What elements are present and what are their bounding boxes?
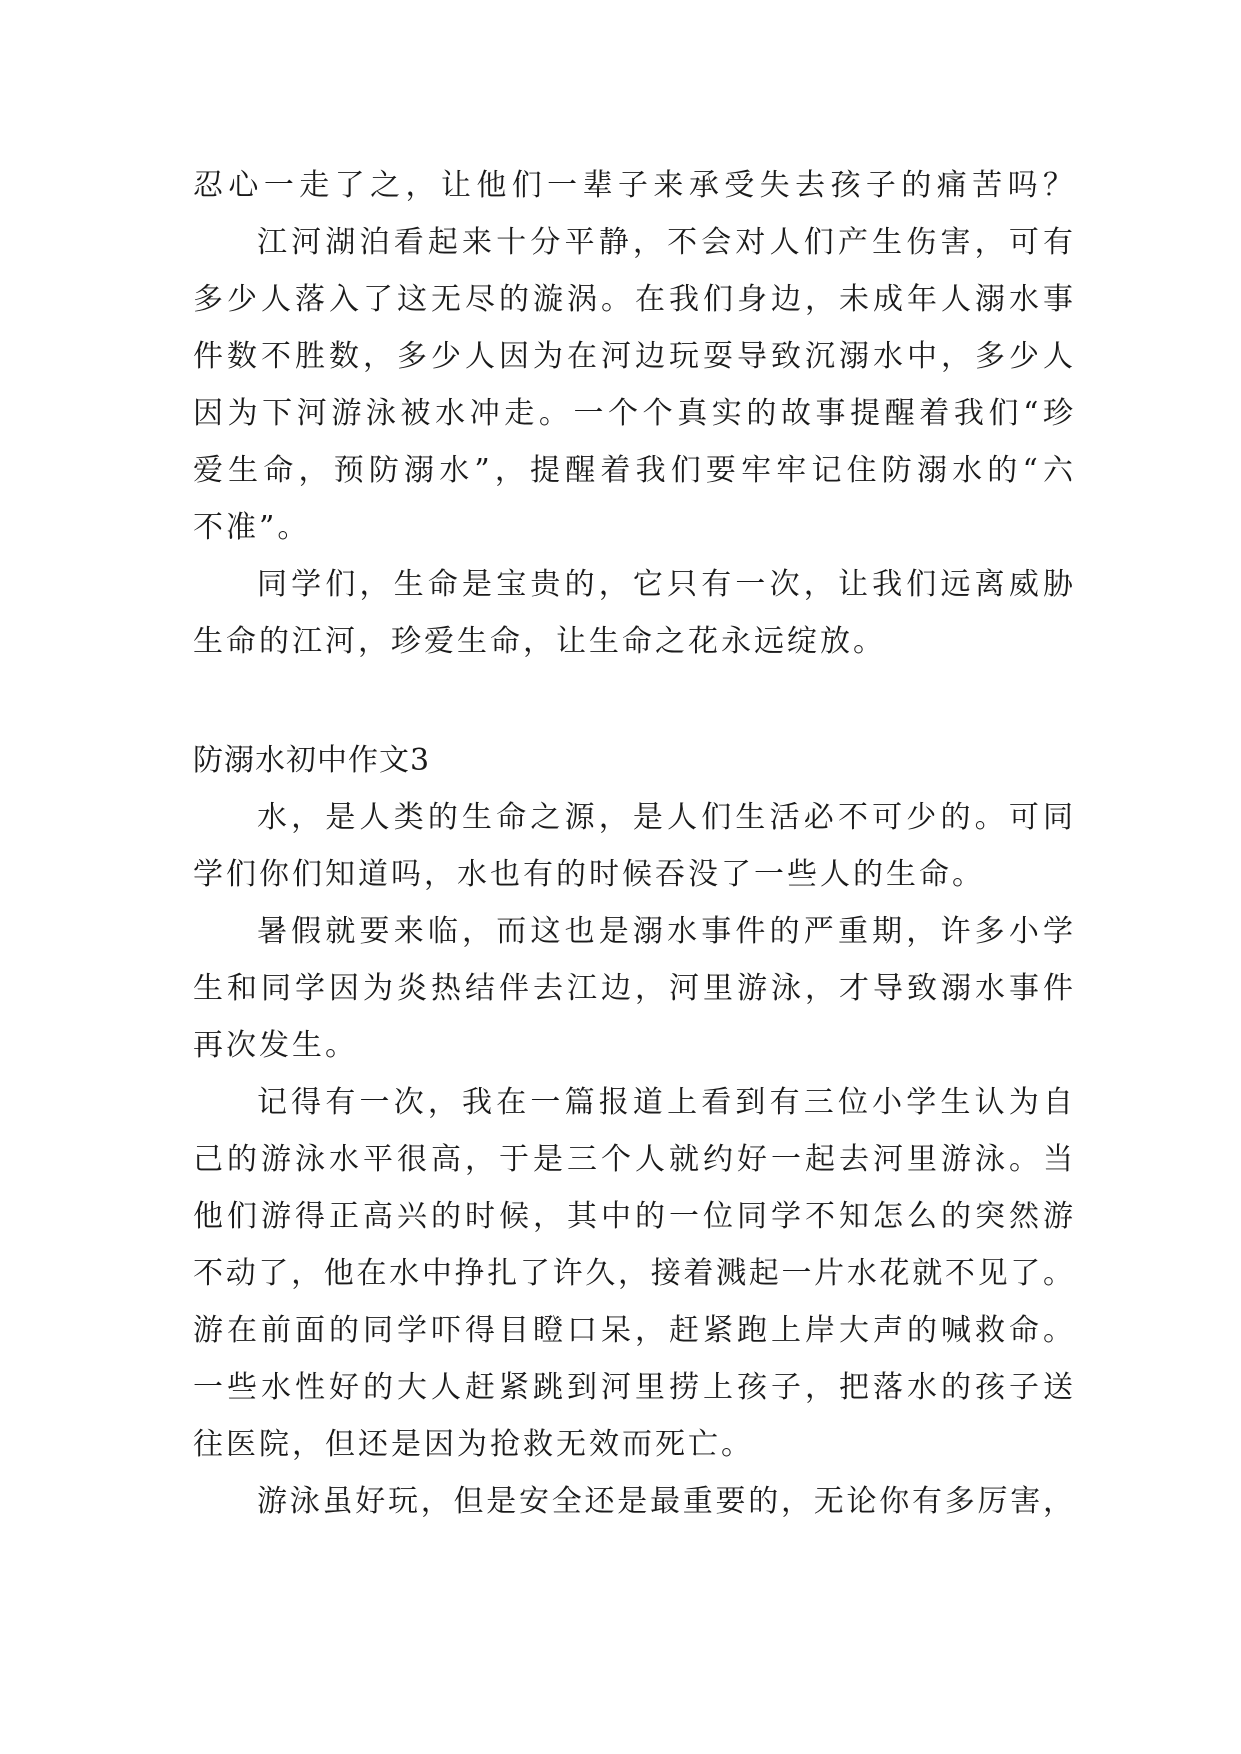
text-line: 游在前面的同学吓得目瞪口呆，赶紧跑上岸大声的喊救命。 bbox=[193, 1313, 1073, 1348]
paragraph-first-line: 江河湖泊看起来十分平静，不会对人们产生伤害，可有 bbox=[257, 225, 1073, 260]
text-line: 因为下河游泳被水冲走。一个个真实的故事提醒着我们“珍 bbox=[193, 396, 1073, 431]
text-line: 一些水性好的大人赶紧跳到河里捞上孩子，把落水的孩子送 bbox=[193, 1370, 1073, 1405]
paragraph-first-line: 游泳虽好玩，但是安全还是最重要的，无论你有多厉害， bbox=[257, 1484, 1073, 1519]
text-line: 生命的江河，珍爱生命，让生命之花永远绽放。 bbox=[193, 624, 886, 659]
paragraph-first-line: 暑假就要来临，而这也是溺水事件的严重期，许多小学 bbox=[257, 914, 1073, 949]
paragraph-first-line: 记得有一次，我在一篇报道上看到有三位小学生认为自 bbox=[257, 1085, 1073, 1120]
text-line: 不准”。 bbox=[193, 510, 311, 545]
text-line: 忍心一走了之，让他们一辈子来承受失去孩子的痛苦吗？ bbox=[193, 168, 1073, 203]
text-line: 不动了，他在水中挣扎了许久，接着溅起一片水花就不见了。 bbox=[193, 1256, 1073, 1291]
paragraph-first-line: 水，是人类的生命之源，是人们生活必不可少的。可同 bbox=[257, 800, 1073, 835]
section-heading: 防溺水初中作文3 bbox=[193, 743, 431, 778]
text-line: 再次发生。 bbox=[193, 1028, 358, 1063]
text-line: 爱生命，预防溺水”，提醒着我们要牢牢记住防溺水的“六 bbox=[193, 453, 1073, 488]
text-line: 学们你们知道吗，水也有的时候吞没了一些人的生命。 bbox=[193, 857, 985, 892]
text-line: 己的游泳水平很高，于是三个人就约好一起去河里游泳。当 bbox=[193, 1142, 1073, 1177]
text-line: 往医院，但还是因为抢救无效而死亡。 bbox=[193, 1427, 754, 1462]
text-line: 多少人落入了这无尽的漩涡。在我们身边，未成年人溺水事 bbox=[193, 282, 1073, 317]
text-line: 件数不胜数，多少人因为在河边玩耍导致沉溺水中，多少人 bbox=[193, 339, 1073, 374]
text-line: 他们游得正高兴的时候，其中的一位同学不知怎么的突然游 bbox=[193, 1199, 1073, 1234]
paragraph-first-line: 同学们，生命是宝贵的，它只有一次，让我们远离威胁 bbox=[257, 567, 1073, 602]
text-line: 生和同学因为炎热结伴去江边，河里游泳，才导致溺水事件 bbox=[193, 971, 1073, 1006]
